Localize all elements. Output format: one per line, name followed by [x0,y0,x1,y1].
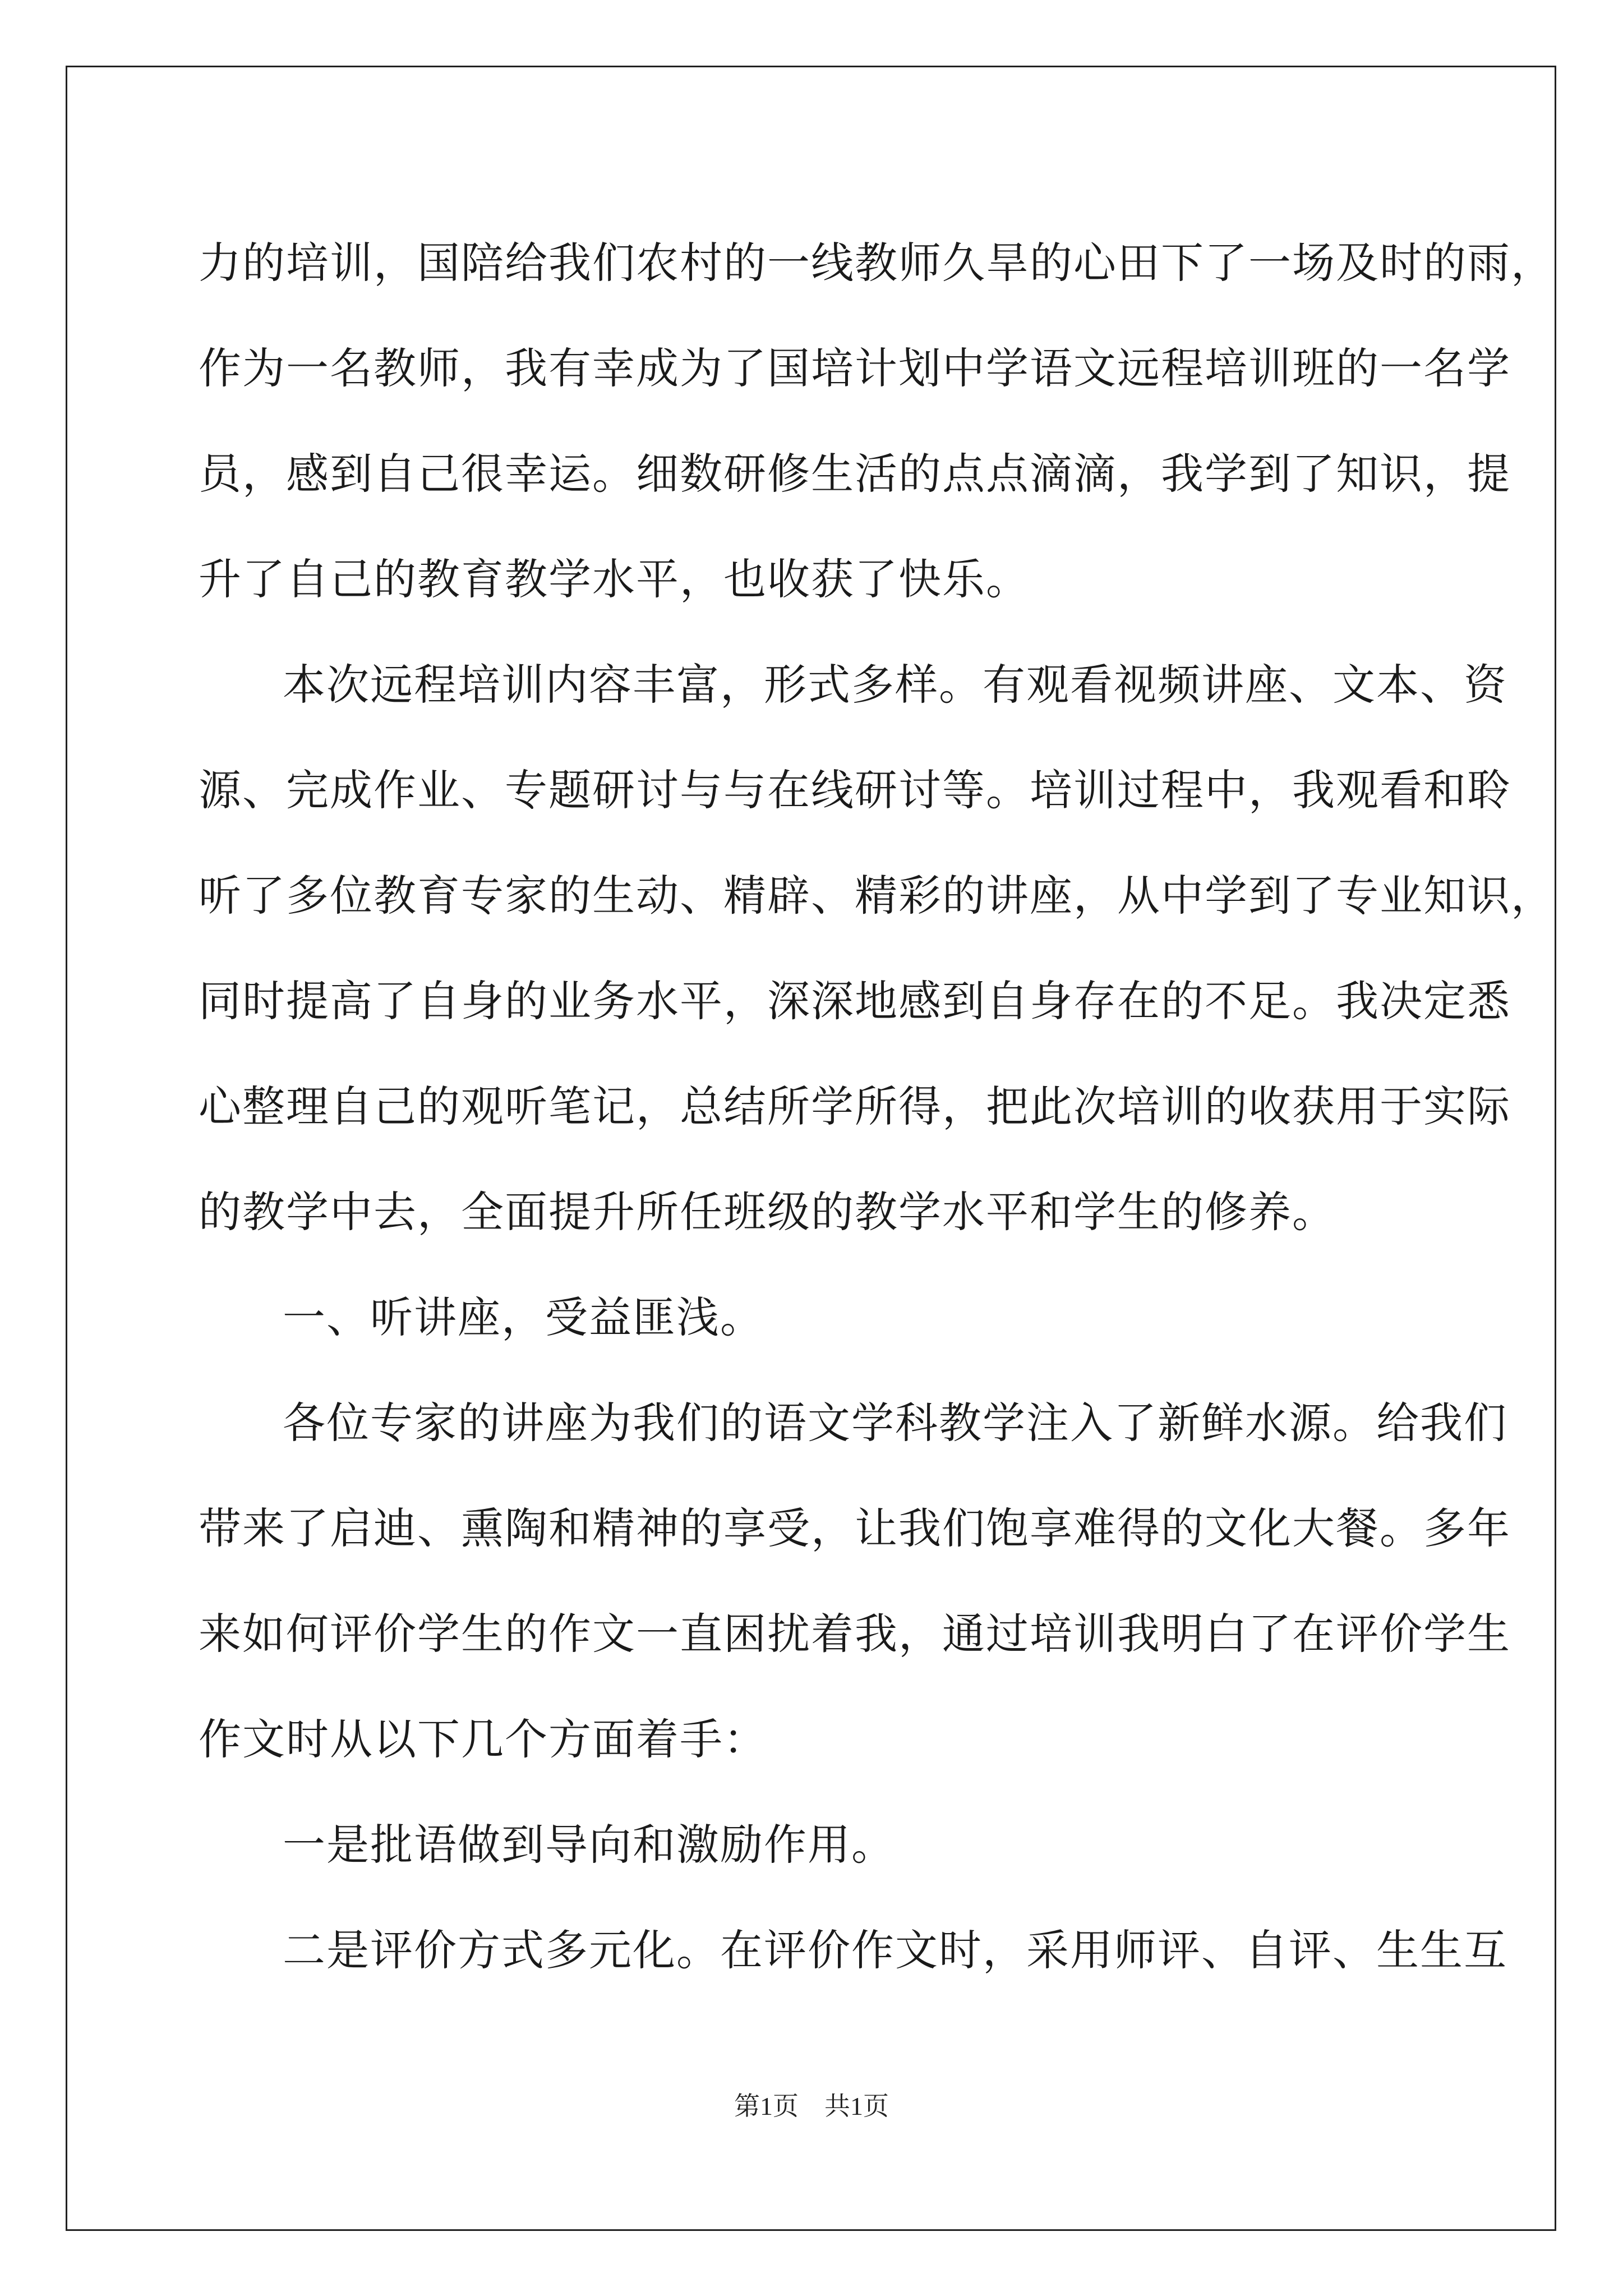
text-line: 作为一名教师，我有幸成为了国培计划中学语文远程培训班的一名学 [199,343,1511,393]
section-heading: 一、听讲座，受益匪浅。 [283,1292,764,1342]
text-line: 各位专家的讲座为我们的语文学科教学注入了新鲜水源。给我们 [283,1398,1507,1448]
text-line: 二是评价方式多元化。在评价作文时，采用师评、自评、生生互 [283,1925,1507,1975]
text-line: 作文时从以下几个方面着手： [199,1714,767,1764]
text-line: 来如何评价学生的作文一直困扰着我，通过培训我明白了在评价学生 [199,1609,1511,1659]
text-line: 心整理自己的观听笔记，总结所学所得，把此次培训的收获用于实际 [199,1082,1511,1131]
text-line: 带来了启迪、熏陶和精神的享受，让我们饱享难得的文化大餐。多年 [199,1503,1511,1553]
document-body [199,210,1555,2003]
text-line: 本次远程培训内容丰富，形式多样。有观看视频讲座、文本、资 [283,660,1507,710]
text-line: 源、完成作业、专题研讨与与在线研讨等。培训过程中，我观看和聆 [199,765,1511,815]
page-number-footer: 第1页 共1页 [734,2092,889,2120]
text-line: 升了自己的教育教学水平，也收获了快乐。 [199,554,1030,604]
text-line: 听了多位教育专家的生动、精辟、精彩的讲座，从中学到了专业知识， [199,871,1555,921]
text-line: 一是批语做到导向和激励作用。 [283,1820,895,1870]
text-line: 同时提高了自身的业务水平，深深地感到自身存在的不足。我决定悉 [199,976,1511,1026]
text-line: 员，感到自己很幸运。细数研修生活的点点滴滴，我学到了知识，提 [199,449,1511,499]
text-line: 力的培训，国陪给我们农村的一线教师久旱的心田下了一场及时的雨， [199,238,1555,288]
text-line: 的教学中去，全面提升所任班级的教学水平和学生的修养。 [199,1187,1336,1237]
